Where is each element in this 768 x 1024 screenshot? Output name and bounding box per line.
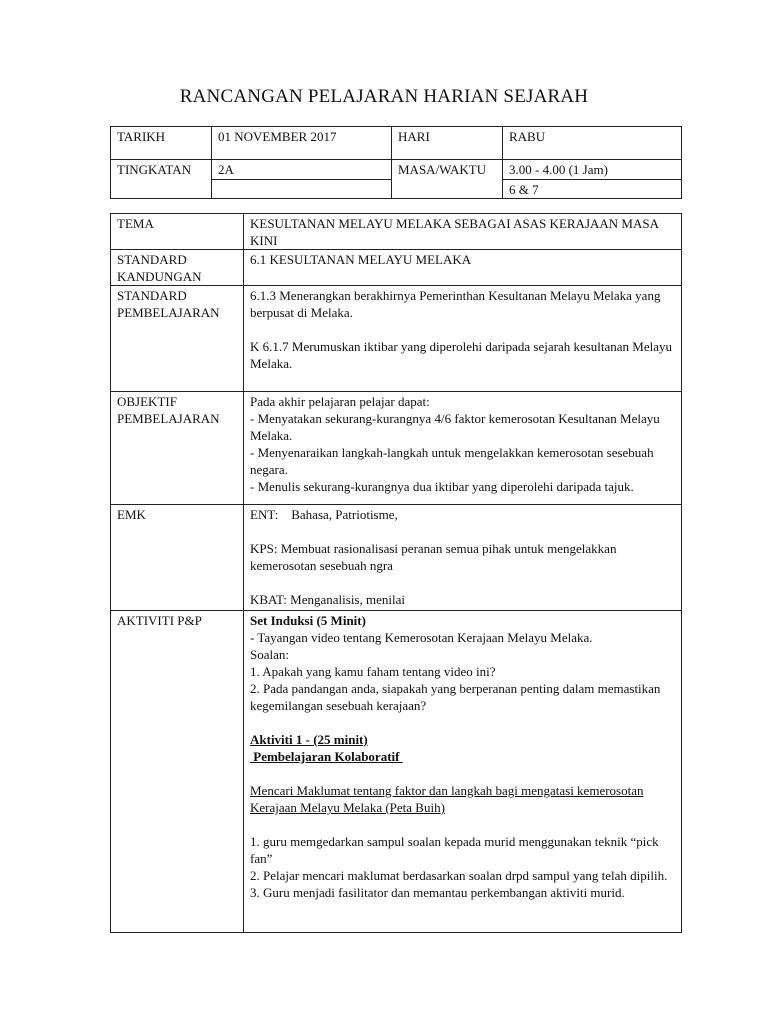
emk-kps: KPS: Membuat rasionalisasi peranan semua pihak untuk mengelakkan kemerosotan sesebuah ngra [250, 541, 617, 573]
sp-line-2: K 6.1.7 Merumuskan iktibar yang diperolehi daripada sejarah kesultanan Melayu Melaka. [250, 339, 673, 371]
set-induksi-title: Set Induksi (5 Minit) [250, 613, 366, 628]
page-title: RANCANGAN PELAJARAN HARIAN SEJARAH [179, 86, 589, 107]
objektif-intro: Pada akhir pelajaran pelajar dapat: [250, 394, 430, 409]
table-row [111, 127, 682, 160]
tema-value: KESULTANAN MELAYU MELAKA SEBAGAI ASAS KERAJAAN MASA KINI [244, 214, 682, 250]
standard-pembelajaran-value [244, 286, 682, 392]
table-row [111, 160, 682, 180]
plan-table [110, 213, 682, 933]
waktu-value: 6 & 7 [503, 180, 682, 199]
objektif-label: OBJEKTIF PEMBELAJARAN [111, 392, 244, 505]
aktiviti-value [244, 611, 682, 933]
aktiviti-1-subtitle: Pembelajaran Kolaboratif [250, 749, 403, 764]
tingkatan-value: 2A [212, 160, 392, 180]
table-row [111, 505, 682, 611]
aktiviti-1-task: Mencari Maklumat tentang faktor dan langkah bagi mengatasi kemerosotan Kerajaan Melayu Melaka (Peta Buih) [250, 783, 644, 815]
emk-kbat: KBAT: Menganalisis, menilai [250, 592, 405, 607]
objektif-item-3: - Menulis sekurang-kurangnya dua iktibar yang diperolehi daripada tajuk. [250, 479, 634, 494]
emk-ent: ENT: Bahasa, Patriotisme, [250, 507, 398, 522]
hari-label: HARI [392, 127, 503, 160]
tarikh-label: TARIKH [111, 127, 212, 160]
table-row [111, 214, 682, 250]
set-induksi-line-1: - Tayangan video tentang Kemerosotan Kerajaan Melayu Melaka. [250, 630, 593, 645]
masa-value: 3.00 - 4.00 (1 Jam) [503, 160, 682, 180]
tingkatan-empty-cell [212, 180, 392, 199]
masa-label: MASA/WAKTU [392, 160, 503, 199]
table-row [111, 250, 682, 286]
table-row [111, 286, 682, 392]
standard-kandungan-value: 6.1 KESULTANAN MELAYU MELAKA [244, 250, 682, 286]
table-row [111, 611, 682, 933]
sp-line-1: 6.1.3 Menerangkan berakhirnya Pemerinthan Kesultanan Melayu Melaka yang berpusat di Melaka. [250, 288, 661, 320]
tema-label: TEMA [111, 214, 244, 250]
aktiviti-1-step-2: 2. Pelajar mencari maklumat berdasarkan soalan drpd sampul yang telah dipilih. [250, 868, 668, 883]
objektif-value [244, 392, 682, 505]
objektif-item-2: - Menyenaraikan langkah-langkah untuk mengelakkan kemerosotan sesebuah negara. [250, 445, 654, 477]
objektif-item-1: - Menyatakan sekurang-kurangnya 4/6 faktor kemerosotan Kesultanan Melayu Melaka. [250, 411, 660, 443]
aktiviti-1-step-3: 3. Guru menjadi fasilitator dan memantau perkembangan aktiviti murid. [250, 885, 625, 900]
emk-value [244, 505, 682, 611]
set-induksi-line-4: 2. Pada pandangan anda, siapakah yang berperanan penting dalam memastikan kegemilangan sesebuah kerajaan? [250, 681, 661, 713]
standard-pembelajaran-label: STANDARD PEMBELAJARAN [111, 286, 244, 392]
standard-kandungan-label: STANDARD KANDUNGAN [111, 250, 244, 286]
info-table [110, 126, 682, 199]
table-row [111, 392, 682, 505]
emk-label: EMK [111, 505, 244, 611]
hari-value: RABU [503, 127, 682, 160]
tingkatan-label: TINGKATAN [111, 160, 212, 199]
aktiviti-1-step-1: 1. guru memgedarkan sampul soalan kepada murid menggunakan teknik “pick fan” [250, 834, 659, 866]
aktiviti-label: AKTIVITI P&P [111, 611, 244, 933]
set-induksi-line-2: Soalan: [250, 647, 289, 662]
set-induksi-line-3: 1. Apakah yang kamu faham tentang video ini? [250, 664, 496, 679]
tarikh-value: 01 NOVEMBER 2017 [212, 127, 392, 160]
aktiviti-1-title: Aktiviti 1 - (25 minit) [250, 732, 368, 747]
